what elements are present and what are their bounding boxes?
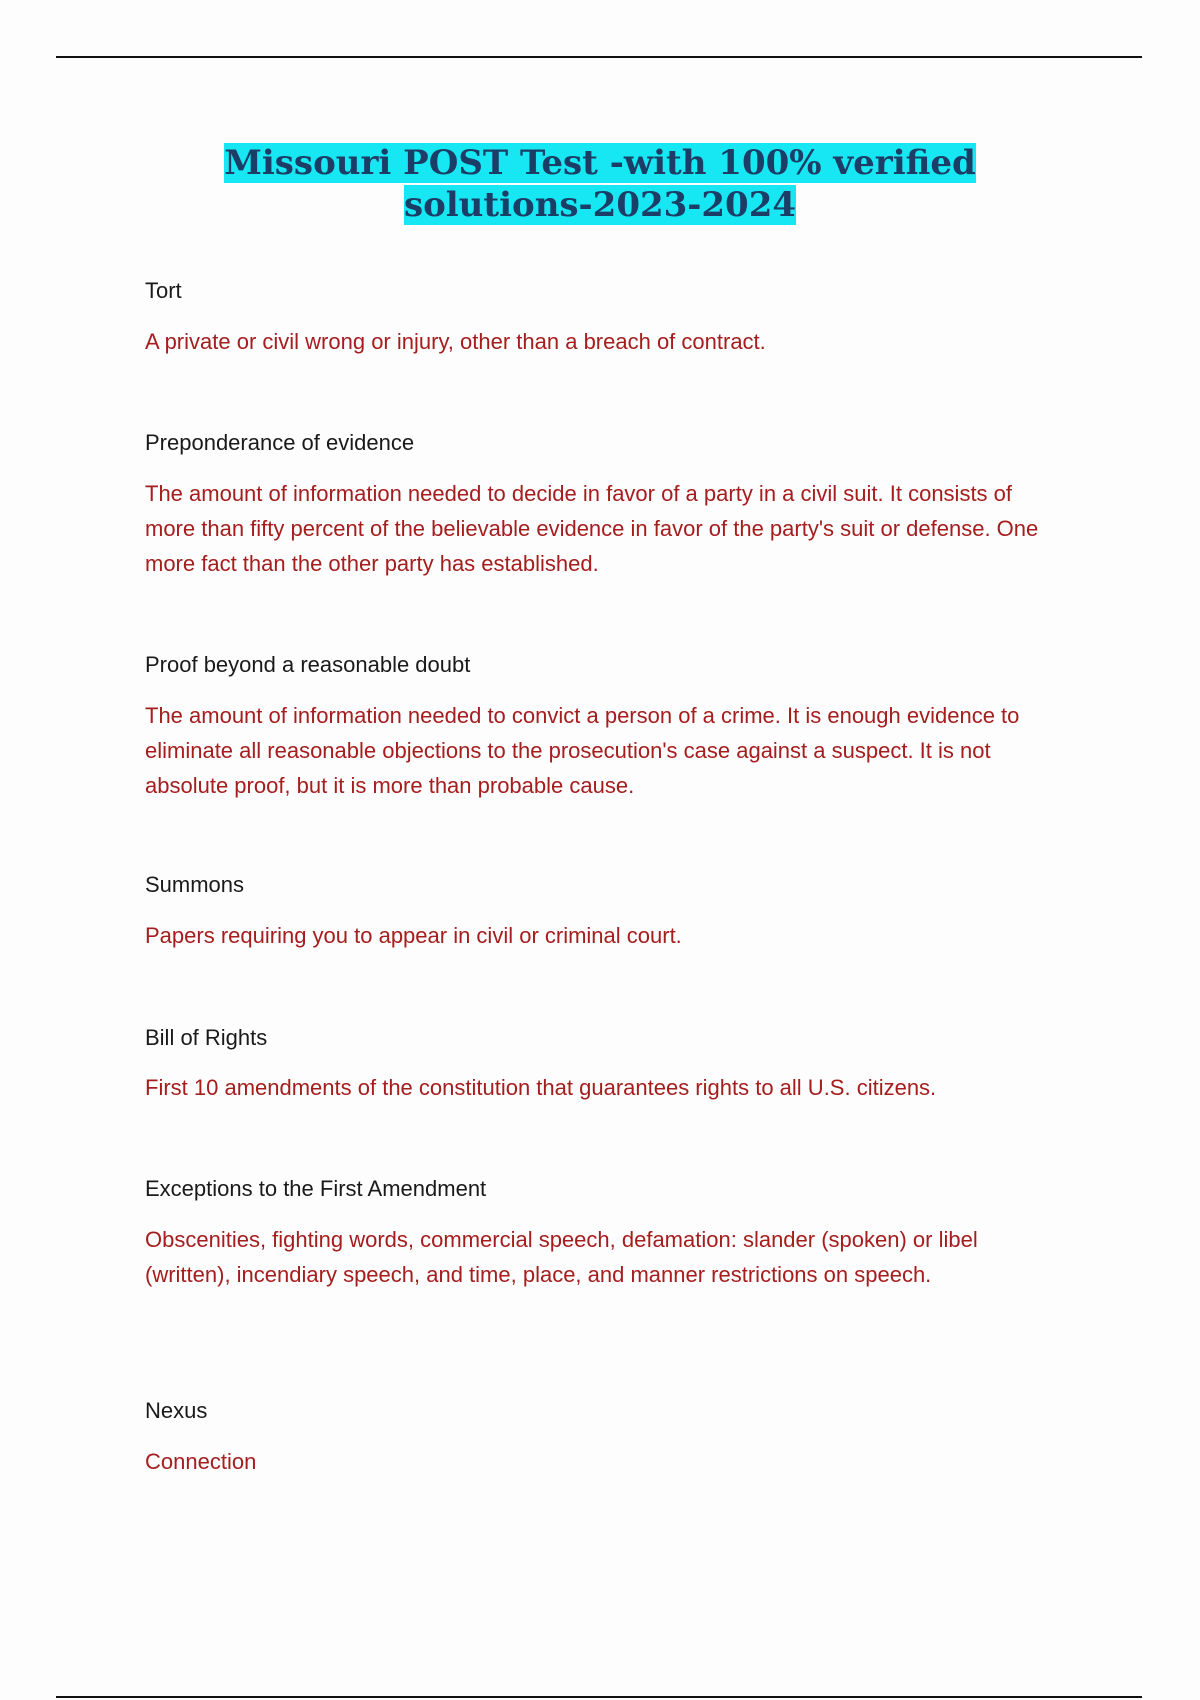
definition-nexus: Connection (145, 1449, 257, 1474)
footer-rule (56, 1696, 1142, 1698)
term-tort: Tort (145, 278, 182, 303)
term-exceptions-first-amendment: Exceptions to the First Amendment (145, 1176, 487, 1201)
definition-summons: Papers requiring you to appear in civil or criminal court. (145, 923, 682, 948)
term-bill-of-rights: Bill of Rights (145, 1025, 268, 1050)
title-highlight: Missouri POST Test -with 100% verified solutions-2023-2024 (224, 143, 976, 225)
definition-tort: A private or civil wrong or injury, other than a breach of contract. (145, 329, 766, 354)
document-title (140, 142, 1060, 226)
term-summons: Summons (145, 872, 245, 897)
term-nexus: Nexus (145, 1398, 208, 1423)
header-rule (56, 56, 1142, 58)
definition-preponderance-of-evidence: The amount of information needed to decide in favor of a party in a civil suit. It consists of more than fifty percent of the believable evidence in favor of the party's suit or defense. One more fact than the other party has established. (145, 481, 1039, 576)
definition-exceptions-first-amendment: Obscenities, fighting words, commercial speech, defamation: slander (spoken) or libel (written), incendiary speech, and time, place, and manner restrictions on speech. (145, 1227, 978, 1287)
definition-bill-of-rights: First 10 amendments of the constitution that guarantees rights to all U.S. citizens. (145, 1075, 937, 1100)
term-preponderance-of-evidence: Preponderance of evidence (145, 430, 415, 455)
term-proof-beyond-reasonable-doubt: Proof beyond a reasonable doubt (145, 652, 471, 677)
definition-proof-beyond-reasonable-doubt: The amount of information needed to convict a person of a crime. It is enough evidence to eliminate all reasonable objections to the prosecution's case against a suspect. It is not absolute proof, but it is more than probable cause. (145, 703, 1020, 798)
